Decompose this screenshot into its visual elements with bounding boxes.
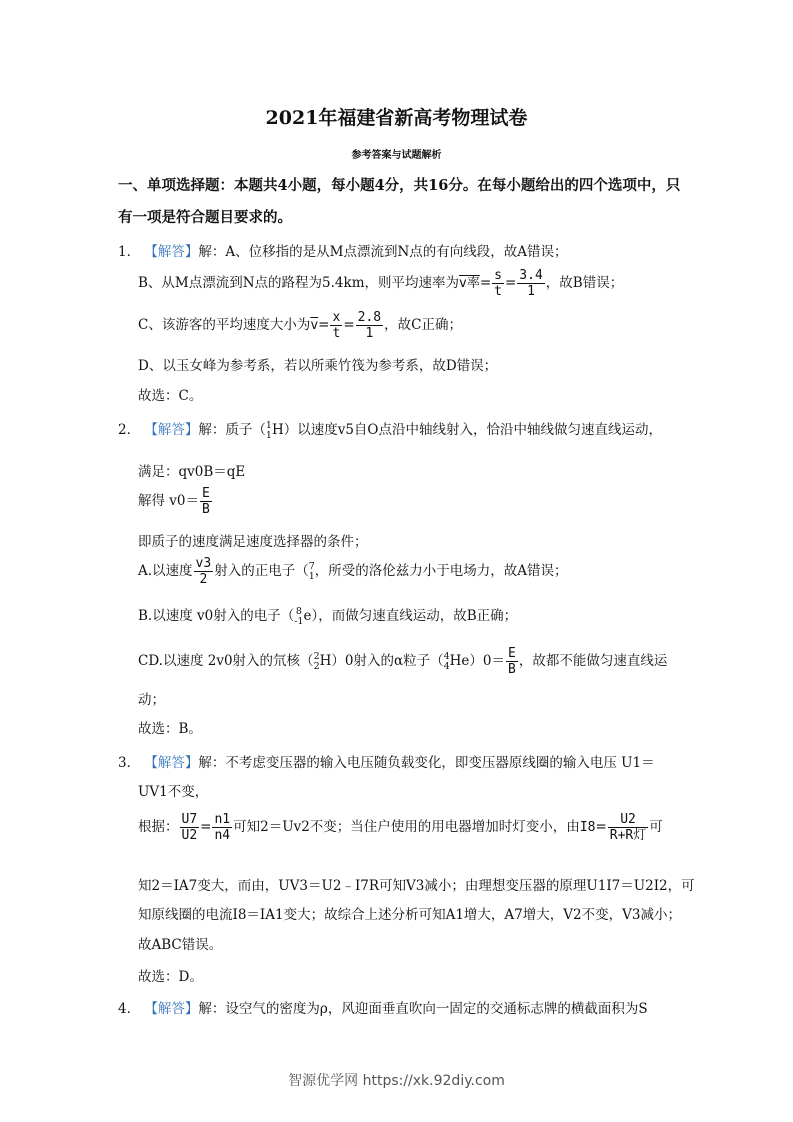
q2-line-a: A.以速度 $\frac{v3}{2}$ 射入的正电子（ 7 1 ，所受的洛伦兹力小于电场力，故A错误；	[138, 556, 568, 587]
q1-line-c: C、该游客的平均速度大小为$\overline{v}=$ $\frac{x}{t}$ = $\frac{2.8}{1}$ ，故C正确；	[138, 310, 462, 341]
q1-line-d: D、以玉女峰为参考系，若以所乘竹筏为参考系，故D错误；	[138, 358, 498, 374]
q3-line4: 知2＝IA7变大，而由，UV3＝U2﹣I7R可知V3减小；由理想变压器的原理U1I7＝U2I2，可	[138, 878, 695, 894]
q2-a-nuclide: 7 1	[308, 560, 315, 582]
q2-line4: 即质子的速度满足速度选择器的条件；	[138, 534, 368, 550]
q2-fraction-e-b: $\frac{E}{B}$	[202, 486, 210, 517]
q1-b-fraction-2: $\frac{3.4}{1}$	[519, 268, 543, 299]
q3-line2: UV1不变，	[138, 784, 209, 800]
q3-number: 3．	[118, 755, 141, 771]
q2-cd-fraction: $\frac{E}{B}$	[508, 646, 516, 677]
q2-line3: 解得 v0＝ $\frac{E}{B}$	[138, 486, 210, 517]
q1-line-b: B、从M点漂流到N点的路程为5.4km，则平均速率为v率= $\frac{s}{t}$ = $\frac{3.4}{1}$ ，故B错误；	[138, 268, 624, 299]
q2-cd-alpha-nuclide: 4 4	[443, 650, 450, 672]
q2-line-cd-cont: 动；	[138, 692, 165, 708]
q3-fraction-current: $\frac{U2}{\text{R+R灯}}$	[609, 812, 647, 843]
footer-watermark: 智源优学网 https://xk.92diy.com	[288, 1073, 505, 1089]
q2-cd-deuteron-nuclide: 2 2	[313, 650, 320, 672]
q2-line2: 满足：qv0B＝qE	[138, 464, 246, 480]
q1-c-avg-velocity-symbol: $\overline{v}$	[310, 318, 319, 333]
page-subtitle: 参考答案与试题解析	[351, 150, 442, 161]
q2-first-line: 2． 【解答】解：质子（ 1 1 H）以速度v5自O点沿中轴线射入，恰沿中轴线做匀速直线运动，	[118, 419, 663, 441]
q1-c-fraction-1: $\frac{x}{t}$	[332, 310, 341, 341]
q2-line-cd: CD.以速度 2v0射入的氘核（ 2 2 H）0射入的α粒子（ 4 4 He）0＝ $\frac{E}{B}$ ，故都不能做匀速直线运	[138, 646, 668, 677]
q1-b-text: B、从M点漂流到N点的路程为5.4km，则平均速率为	[138, 275, 460, 291]
q1-b-post: ，故B错误；	[545, 275, 624, 291]
q3-answer-tag: 【解答】	[144, 755, 199, 771]
q4-answer-tag: 【解答】	[144, 1001, 199, 1017]
q3-answer: 故选：D。	[138, 969, 203, 985]
q1-first-line	[118, 240, 568, 260]
q1-b-fraction-1: $\frac{s}{t}$	[494, 268, 502, 299]
q1-answer-tag: 【解答】	[144, 244, 199, 260]
page-title: 2021年福建省新高考物理试卷	[265, 107, 528, 129]
section-heading-line2: 有一项是符合题目要求的。	[118, 209, 292, 226]
q3-line3: 根据： $\frac{U7}{U2}$ = $\frac{n1}{n4}$ 可知2＝Uv2不变；当住户使用的用电器增加时灯变小，由I8= $\frac{U2}{\text{R+R灯}}$ 可	[138, 812, 663, 843]
q2-answer: 故选：B。	[138, 721, 202, 737]
q2-number: 2．	[118, 422, 141, 438]
q2-a-fraction: $\frac{v3}{2}$	[195, 556, 212, 587]
q2-answer-tag: 【解答】	[144, 422, 199, 438]
q1-answer: 故选：C。	[138, 388, 203, 404]
q3-fraction-turns: $\frac{n1}{n4}$	[214, 812, 231, 843]
q2-proton-nuclide: 1 1	[265, 419, 272, 441]
q2-line-b: B.以速度 v0射入的电子（ 8 -1 e），而做匀速直线运动，故B正确；	[138, 605, 518, 627]
q3-first-line: 3． 【解答】解：不考虑变压器的输入电压随负载变化，即变压器原线圈的输入电压 U1＝	[118, 755, 655, 771]
q4-first-line: 4． 【解答】解：设空气的密度为ρ，风迎面垂直吹向一固定的交通标志牌的横截面积为S	[118, 1001, 648, 1017]
q4-number: 4．	[118, 1001, 141, 1017]
q2-b-electron-nuclide: 8 -1	[294, 605, 304, 627]
section-heading-line1: 一、单项选择题：本题共4小题，每小题4分，共16分。在每小题给出的四个选项中，只	[118, 177, 681, 194]
q1-line1: 解：A、位移指的是从M点漂流到N点的有向线段，故A错误；	[198, 244, 568, 260]
q3-current-symbol: I8	[579, 820, 596, 835]
q1-b-eq: =	[479, 275, 492, 291]
q1-number: 1．	[118, 244, 141, 260]
q1-c-fraction-2: $\frac{2.8}{1}$	[357, 310, 382, 341]
q3-fraction-voltage: $\frac{U7}{U2}$	[181, 812, 198, 843]
q3-line5: 知原线圈的电流I8＝IA1变大；故综合上述分析可知A1增大，A7增大，V2不变，V3减小；	[138, 907, 681, 923]
q3-line6: 故ABC错误。	[138, 937, 223, 953]
q1-b-avg-rate-symbol: v率	[459, 276, 480, 291]
